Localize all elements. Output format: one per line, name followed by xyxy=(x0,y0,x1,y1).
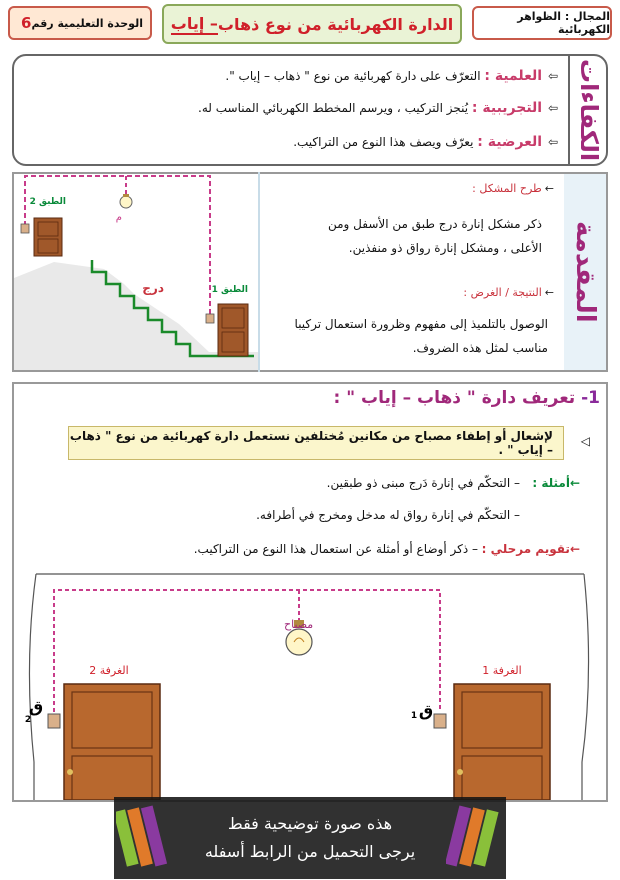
problem-heading-text: طرح المشكل : xyxy=(472,182,542,195)
arrow-icon: ⇦ xyxy=(547,135,558,149)
arrow-left-icon: ← xyxy=(544,182,554,195)
competencies-banner: الكفاءات xyxy=(568,56,608,164)
arrow-left-icon: ← xyxy=(569,476,580,490)
books-icon xyxy=(446,800,502,870)
problem-line-2: الأعلى ، ومشكل إنارة رواق ذو منفذين. xyxy=(348,241,542,255)
unit-label xyxy=(8,6,152,40)
switch-icon xyxy=(48,714,60,728)
door-icon xyxy=(34,218,62,256)
arrow-left-icon: ← xyxy=(544,286,554,299)
competency-text: يعرّف ويصف هذا النوع من التراكيب. xyxy=(293,135,474,149)
switch-icon xyxy=(21,224,29,233)
section-title xyxy=(334,388,600,408)
lamp-icon xyxy=(120,194,132,208)
watermark-line-2: يرجى التحميل من الرابط أسفله xyxy=(204,842,416,861)
switch1-subscript: 1 xyxy=(410,711,418,721)
evaluation-label-text: تقويم مرحلي : xyxy=(481,542,570,556)
door-icon xyxy=(218,304,248,356)
title-part1: الدارة الكهربائية من نوع ذهاب xyxy=(217,14,454,34)
unit-number: 6 xyxy=(21,14,32,32)
arrow-left-icon: ← xyxy=(569,542,580,556)
competency-key: التجريبية : xyxy=(471,100,543,116)
arrow-icon: ⇦ xyxy=(547,69,558,83)
switch2-subscript: 2 xyxy=(24,715,32,725)
evaluation-text: – ذكر أوضاع أو أمثلة عن استعمال هذا النوع من التراكيب. xyxy=(193,542,478,556)
competency-row-transversal xyxy=(293,134,558,150)
examples-label xyxy=(532,476,580,490)
example-1: – التحكّم في إنارة دَرج مبنى ذو طبقين. xyxy=(326,476,520,490)
switch1-label: ق xyxy=(418,701,434,720)
competency-key: العرضية : xyxy=(477,134,543,150)
result-line-1: الوصول بالتلميذ إلى مفهوم وظرورة استعمال تركيبا xyxy=(294,317,548,331)
room2-label: الغرفة 2 xyxy=(89,664,129,677)
floor2-label: الطبق 2 xyxy=(29,197,66,207)
switch2-label: ق xyxy=(28,697,44,716)
competency-key: العلمية : xyxy=(484,68,543,84)
section-title-text: تعريف دارة " ذهاب – إياب " : xyxy=(333,388,582,408)
arrow-icon: ⇦ xyxy=(547,101,558,115)
title-part2: – إياب xyxy=(170,13,218,33)
result-text xyxy=(268,312,548,360)
lamp-label: م xyxy=(115,212,122,223)
result-heading xyxy=(463,286,554,299)
watermark-line-1: هذه صورة توضيحية فقط xyxy=(227,814,393,833)
floor1-label: الطبق 1 xyxy=(211,285,248,295)
triangle-bullet-icon: ◁ xyxy=(580,434,590,448)
example-2: – التحكّم في إنارة رواق له مدخل ومخرج في أطرافه. xyxy=(256,508,520,522)
rooms-diagram xyxy=(14,562,606,800)
page-title xyxy=(162,4,462,44)
domain-text: المجال : الظواهر الكهربائية xyxy=(517,10,610,36)
problem-text xyxy=(272,212,542,260)
switch-icon xyxy=(206,314,214,323)
books-icon xyxy=(116,800,172,870)
result-line-2: مناسب لمثل هذه الضروف. xyxy=(412,341,548,355)
definition-text: لإشعال أو إطفاء مصباح من مكانين مُختلفين نستعمل دارة كهربائية من نوع " ذهاب – إياب " . xyxy=(69,429,553,457)
problem-heading xyxy=(472,182,554,195)
switch-icon xyxy=(434,714,446,728)
examples-label-text: أمثلة : xyxy=(532,476,570,490)
door-icon xyxy=(64,684,160,800)
definition-box xyxy=(68,426,564,460)
unit-text: الوحدة التعليمية رقم xyxy=(31,16,143,30)
result-heading-text: النتيجة / الغرض : xyxy=(463,286,542,299)
competency-row-scientific xyxy=(225,68,558,84)
stair-diagram xyxy=(14,174,258,370)
domain-label xyxy=(472,6,612,40)
lamp-label: مصباح xyxy=(284,618,314,631)
section-number: 1- xyxy=(581,388,600,408)
room1-label: الغرفة 1 xyxy=(482,664,522,677)
competency-row-experimental xyxy=(198,100,558,116)
competency-text: يُنجز التركيب ، ويرسم المخطط الكهربائي المناسب له. xyxy=(198,101,469,115)
evaluation-label xyxy=(482,542,580,556)
intro-divider xyxy=(258,172,260,372)
stairs-label: درج xyxy=(142,281,164,295)
door-icon xyxy=(454,684,550,800)
intro-banner: المقدمة xyxy=(564,174,606,370)
problem-line-1: ذكر مشكل إنارة درج طبق من الأسفل ومن xyxy=(327,217,542,231)
competency-text: التعرّف على دارة كهربائية من نوع " ذهاب – إياب ". xyxy=(225,69,481,83)
